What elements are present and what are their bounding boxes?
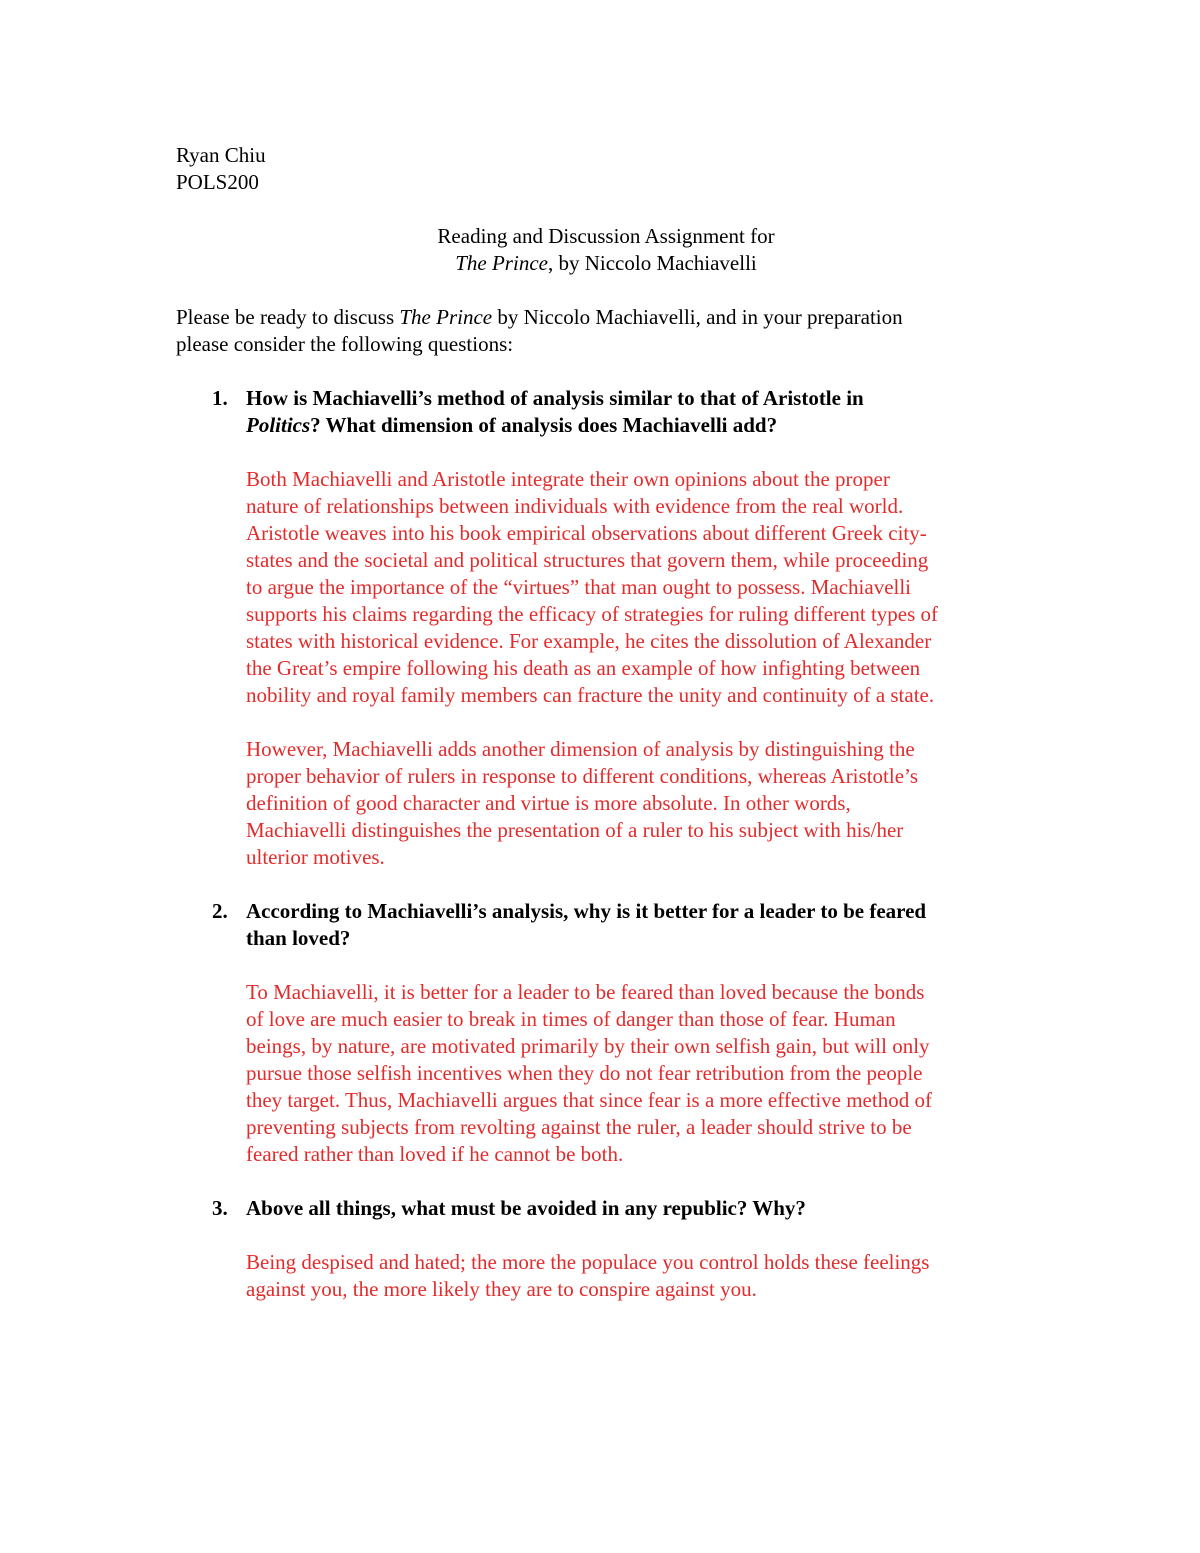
title-line-1: Reading and Discussion Assignment for (437, 224, 775, 248)
author-name: Ryan Chiu (176, 143, 266, 167)
question-number: 1. (212, 386, 228, 410)
question-number: 3. (212, 1196, 228, 1220)
course-code: POLS200 (176, 170, 259, 194)
answer-1-paragraph-2: However, Machiavelli adds another dimension of analysis by distinguishing the proper behavior of rulers in response to different conditions, whereas Aristotle’s definition of good character and virtue is more absolute. In other words, Machiavelli distinguishes the presentation of a ruler to his subject with his/her ulterior motives. (246, 737, 919, 869)
book-title: The Prince (455, 251, 548, 275)
title-line-2: The Prince, by Niccolo Machiavelli (455, 251, 757, 275)
question-1: 1. How is Machiavelli’s method of analysis similar to that of Aristotle in Politics? What dimension of analysis does Machiavelli add? (212, 386, 864, 437)
question-3: 3. Above all things, what must be avoided in any republic? Why? (212, 1196, 806, 1220)
book-title: The Prince (399, 305, 493, 329)
intro-line-2: please consider the following questions: (176, 332, 514, 356)
document-body (176, 142, 1056, 1303)
answer-1-paragraph-1: Both Machiavelli and Aristotle integrate their own opinions about the proper nature of relationships between individuals with evidence from the real world. Aristotle weaves into his book empirical observations about different Greek city- states and the societal and political structures that govern them, while proceeding to argue the importance of the “virtues” that man ought to possess. Machiavelli supports his claims regarding the efficacy of strategies for ruling different types of states with historical evidence. For example, he cites the dissolution of Alexander the Great’s empire following his death as an example of how infighting between nobility and royal family members can fracture the unity and continuity of a state. (246, 467, 939, 707)
question-2: 2. According to Machiavelli’s analysis, why is it better for a leader to be feared than loved? (212, 899, 927, 950)
answer-2: To Machiavelli, it is better for a leader to be feared than loved because the bonds of love are much easier to break in times of danger than those of fear. Human beings, by nature, are motivated primarily by their own selfish gain, but will only pursue those selfish incentives when they do not fear retribution from the people they target. Thus, Machiavelli argues that since fear is a more effective method of preventing subjects from revolting against the ruler, a leader should strive to be feared rather than loved if he cannot be both. (246, 980, 932, 1166)
answer-3: Being despised and hated; the more the populace you control holds these feelings against you, the more likely they are to conspire against you. (246, 1250, 930, 1301)
intro-line-1: Please be ready to discuss The Prince by Niccolo Machiavelli, and in your preparation (176, 305, 903, 329)
question-number: 2. (212, 899, 228, 923)
